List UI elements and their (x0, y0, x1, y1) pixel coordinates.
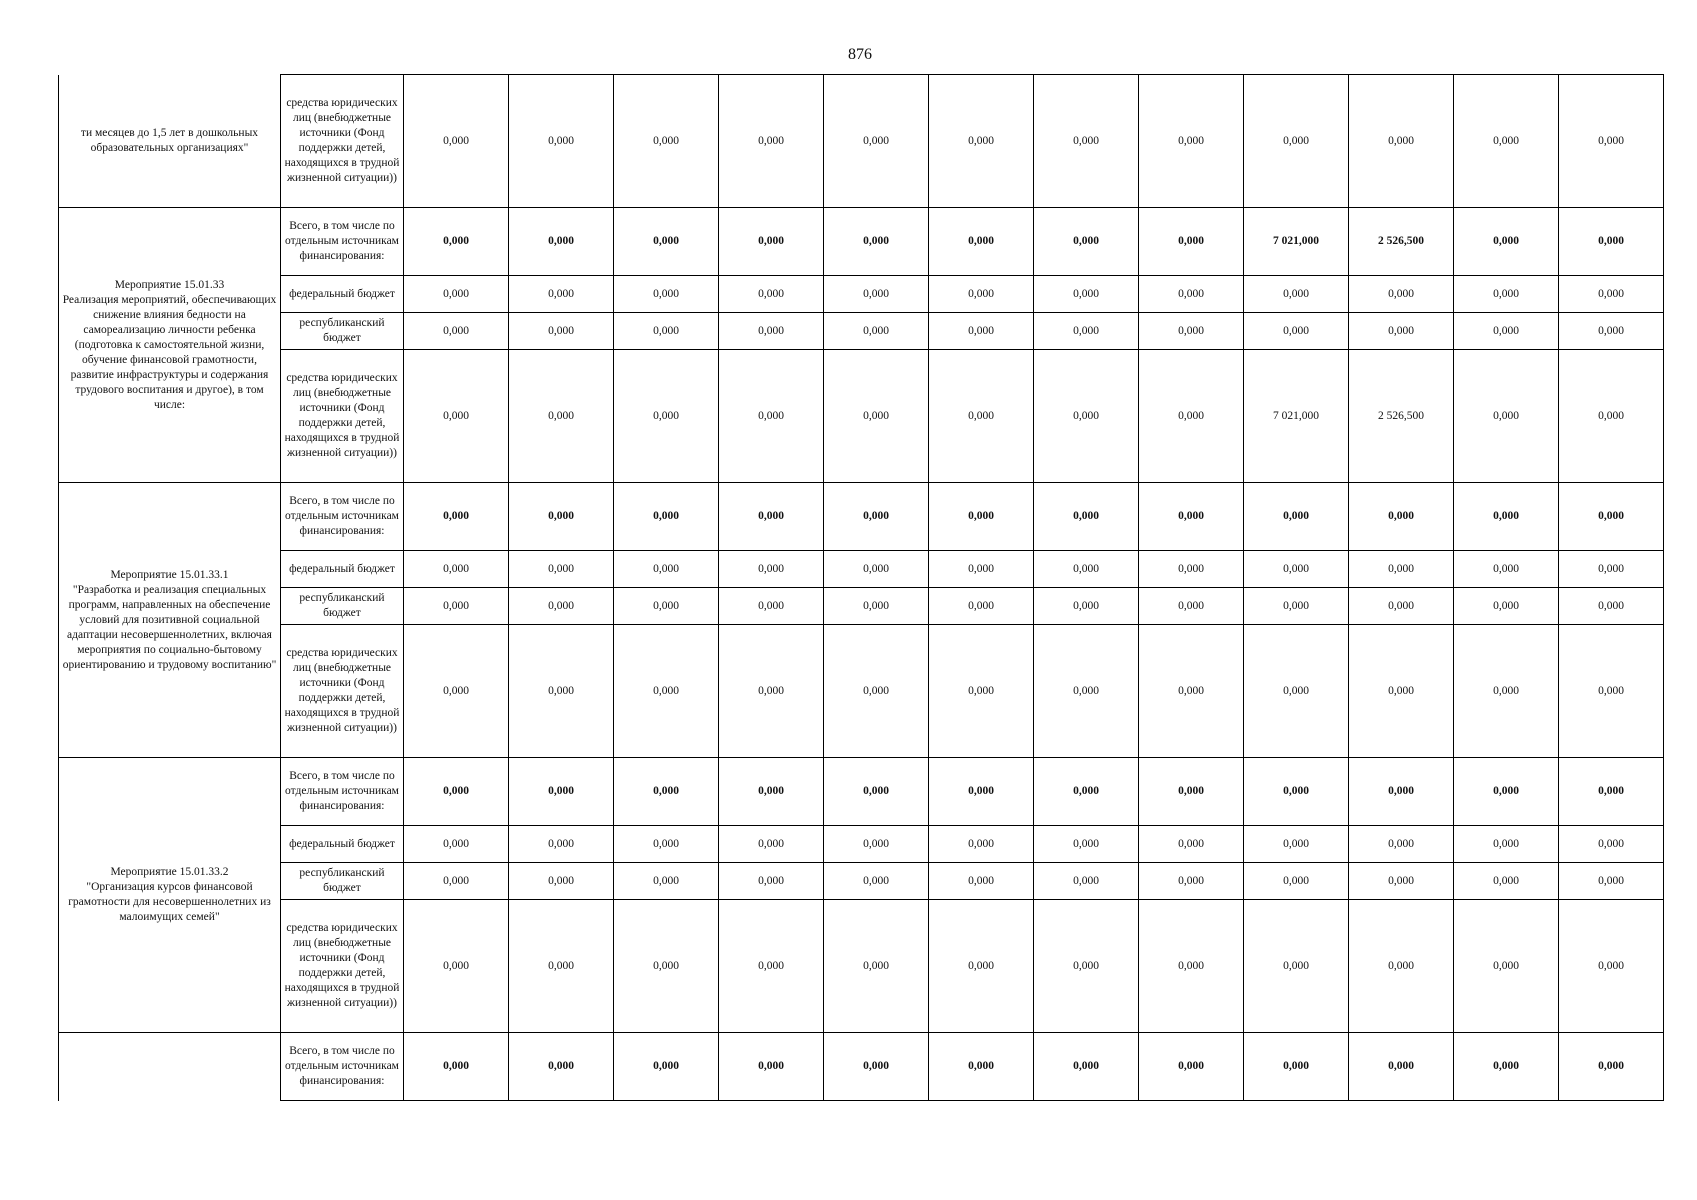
amount-cell: 0,000 (1034, 1033, 1139, 1101)
amount-cell: 0,000 (1349, 758, 1454, 826)
amount-cell: 0,000 (1244, 625, 1349, 758)
amount-cell: 0,000 (1034, 758, 1139, 826)
funding-source: федеральный бюджет (281, 551, 404, 588)
amount-cell: 0,000 (1139, 625, 1244, 758)
amount-cell: 0,000 (719, 551, 824, 588)
amount-cell: 0,000 (1034, 208, 1139, 276)
amount-cell: 0,000 (1454, 625, 1559, 758)
amount-cell: 0,000 (1034, 483, 1139, 551)
activity-description: Мероприятие 15.01.33 Реализация мероприятий, обеспечивающих снижение влияния бедности на самореализацию личности ребенка (подготовка к самостоятельной жизни, обучение финансовой грамотности, развитие инфраструктуры и содержания трудового воспитания и другое), в том числе: (59, 208, 281, 483)
amount-cell: 0,000 (1244, 826, 1349, 863)
amount-cell: 0,000 (1139, 208, 1244, 276)
amount-cell: 0,000 (1034, 863, 1139, 900)
funding-source: республиканский бюджет (281, 588, 404, 625)
amount-cell: 0,000 (404, 826, 509, 863)
amount-cell: 0,000 (509, 625, 614, 758)
amount-cell: 0,000 (1559, 826, 1664, 863)
amount-cell: 0,000 (509, 276, 614, 313)
amount-cell: 0,000 (1559, 588, 1664, 625)
financing-table (58, 74, 1664, 1101)
amount-cell: 0,000 (824, 483, 929, 551)
amount-cell: 0,000 (1349, 863, 1454, 900)
amount-cell: 0,000 (509, 483, 614, 551)
amount-cell: 0,000 (929, 588, 1034, 625)
amount-cell: 0,000 (1244, 863, 1349, 900)
amount-cell: 0,000 (1454, 826, 1559, 863)
amount-cell: 0,000 (824, 276, 929, 313)
table-row (59, 1033, 1664, 1101)
amount-cell: 0,000 (929, 483, 1034, 551)
amount-cell: 0,000 (1349, 313, 1454, 350)
amount-cell: 0,000 (1139, 483, 1244, 551)
amount-cell: 0,000 (929, 900, 1034, 1033)
funding-source: республиканский бюджет (281, 313, 404, 350)
amount-cell: 0,000 (824, 826, 929, 863)
amount-cell: 0,000 (1454, 863, 1559, 900)
amount-cell: 0,000 (614, 863, 719, 900)
amount-cell: 0,000 (1349, 483, 1454, 551)
amount-cell: 0,000 (1454, 758, 1559, 826)
amount-cell: 0,000 (719, 1033, 824, 1101)
table-row (59, 551, 1664, 588)
amount-cell: 0,000 (1559, 276, 1664, 313)
table-row (59, 863, 1664, 900)
funding-source: средства юридических лиц (внебюджетные источники (Фонд поддержки детей, находящихся в трудной жизненной ситуации)) (281, 625, 404, 758)
table-row (59, 208, 1664, 276)
amount-cell: 0,000 (1454, 1033, 1559, 1101)
amount-cell: 0,000 (1349, 826, 1454, 863)
table-row (59, 276, 1664, 313)
amount-cell: 0,000 (1559, 350, 1664, 483)
amount-cell: 0,000 (1454, 208, 1559, 276)
amount-cell: 0,000 (824, 758, 929, 826)
amount-cell: 0,000 (509, 75, 614, 208)
amount-cell: 0,000 (1139, 75, 1244, 208)
amount-cell: 0,000 (1349, 625, 1454, 758)
amount-cell: 0,000 (1244, 551, 1349, 588)
amount-cell: 0,000 (404, 551, 509, 588)
amount-cell: 0,000 (719, 350, 824, 483)
amount-cell: 0,000 (509, 863, 614, 900)
amount-cell: 2 526,500 (1349, 350, 1454, 483)
amount-cell: 0,000 (404, 625, 509, 758)
amount-cell: 0,000 (1244, 313, 1349, 350)
amount-cell: 0,000 (719, 208, 824, 276)
amount-cell: 0,000 (1244, 483, 1349, 551)
amount-cell: 0,000 (1139, 758, 1244, 826)
table-row (59, 625, 1664, 758)
funding-source: федеральный бюджет (281, 826, 404, 863)
amount-cell: 0,000 (404, 208, 509, 276)
amount-cell: 0,000 (404, 863, 509, 900)
amount-cell: 0,000 (719, 900, 824, 1033)
funding-source: республиканский бюджет (281, 863, 404, 900)
amount-cell: 0,000 (1139, 900, 1244, 1033)
amount-cell: 0,000 (1034, 551, 1139, 588)
amount-cell: 0,000 (719, 863, 824, 900)
amount-cell: 0,000 (719, 758, 824, 826)
amount-cell: 0,000 (404, 350, 509, 483)
amount-cell: 0,000 (614, 350, 719, 483)
amount-cell: 0,000 (824, 551, 929, 588)
amount-cell: 0,000 (929, 826, 1034, 863)
amount-cell: 0,000 (719, 483, 824, 551)
amount-cell: 0,000 (719, 313, 824, 350)
amount-cell: 0,000 (1454, 588, 1559, 625)
amount-cell: 0,000 (1559, 625, 1664, 758)
table-row (59, 588, 1664, 625)
amount-cell: 0,000 (1454, 551, 1559, 588)
funding-source: средства юридических лиц (внебюджетные источники (Фонд поддержки детей, находящихся в трудной жизненной ситуации)) (281, 900, 404, 1033)
amount-cell: 0,000 (824, 588, 929, 625)
amount-cell: 0,000 (1244, 1033, 1349, 1101)
table-row (59, 75, 1664, 208)
funding-source: федеральный бюджет (281, 276, 404, 313)
amount-cell: 0,000 (824, 900, 929, 1033)
amount-cell: 0,000 (1559, 208, 1664, 276)
amount-cell: 0,000 (509, 826, 614, 863)
table-row (59, 758, 1664, 826)
amount-cell: 0,000 (509, 588, 614, 625)
amount-cell: 0,000 (1034, 588, 1139, 625)
amount-cell: 0,000 (1559, 313, 1664, 350)
amount-cell: 0,000 (719, 625, 824, 758)
amount-cell: 0,000 (509, 208, 614, 276)
amount-cell: 0,000 (1139, 313, 1244, 350)
page-number: 876 (848, 46, 872, 63)
amount-cell: 0,000 (1139, 1033, 1244, 1101)
amount-cell: 0,000 (404, 483, 509, 551)
amount-cell: 0,000 (1454, 276, 1559, 313)
amount-cell: 7 021,000 (1244, 208, 1349, 276)
amount-cell: 0,000 (404, 758, 509, 826)
amount-cell: 0,000 (1034, 313, 1139, 350)
amount-cell: 0,000 (1559, 758, 1664, 826)
amount-cell: 0,000 (1244, 75, 1349, 208)
amount-cell: 0,000 (1454, 483, 1559, 551)
activity-description: Мероприятие 15.01.33.2 "Организация курсов финансовой грамотности для несовершеннолетних из малоимущих семей" (59, 758, 281, 1033)
amount-cell: 0,000 (404, 313, 509, 350)
amount-cell: 0,000 (509, 1033, 614, 1101)
amount-cell: 0,000 (509, 313, 614, 350)
amount-cell: 0,000 (614, 625, 719, 758)
activity-description (59, 1033, 281, 1101)
amount-cell: 0,000 (404, 75, 509, 208)
amount-cell: 0,000 (1454, 900, 1559, 1033)
table-row (59, 350, 1664, 483)
amount-cell: 0,000 (929, 625, 1034, 758)
amount-cell: 7 021,000 (1244, 350, 1349, 483)
amount-cell: 0,000 (824, 625, 929, 758)
amount-cell: 0,000 (929, 276, 1034, 313)
amount-cell: 0,000 (1244, 900, 1349, 1033)
funding-source: Всего, в том числе по отдельным источникам финансирования: (281, 1033, 404, 1101)
amount-cell: 0,000 (1559, 863, 1664, 900)
amount-cell: 0,000 (824, 350, 929, 483)
amount-cell: 0,000 (1244, 276, 1349, 313)
amount-cell: 0,000 (1139, 588, 1244, 625)
amount-cell: 0,000 (824, 313, 929, 350)
amount-cell: 0,000 (614, 900, 719, 1033)
amount-cell: 0,000 (614, 276, 719, 313)
amount-cell: 0,000 (1034, 75, 1139, 208)
amount-cell: 0,000 (1559, 1033, 1664, 1101)
amount-cell: 0,000 (929, 350, 1034, 483)
amount-cell: 0,000 (929, 1033, 1034, 1101)
amount-cell: 0,000 (1244, 588, 1349, 625)
amount-cell: 0,000 (509, 900, 614, 1033)
amount-cell: 0,000 (929, 75, 1034, 208)
amount-cell: 0,000 (1349, 75, 1454, 208)
amount-cell: 0,000 (1349, 551, 1454, 588)
amount-cell: 0,000 (1139, 551, 1244, 588)
amount-cell: 0,000 (719, 75, 824, 208)
funding-source: средства юридических лиц (внебюджетные источники (Фонд поддержки детей, находящихся в трудной жизненной ситуации)) (281, 75, 404, 208)
amount-cell: 0,000 (929, 313, 1034, 350)
funding-source: средства юридических лиц (внебюджетные источники (Фонд поддержки детей, находящихся в трудной жизненной ситуации)) (281, 350, 404, 483)
amount-cell: 0,000 (614, 551, 719, 588)
amount-cell: 0,000 (1454, 75, 1559, 208)
amount-cell: 0,000 (404, 1033, 509, 1101)
amount-cell: 0,000 (614, 1033, 719, 1101)
amount-cell: 0,000 (1139, 863, 1244, 900)
activity-description: Мероприятие 15.01.33.1 "Разработка и реализация специальных программ, направленных на обеспечение условий для позитивной социальной адаптации несовершеннолетних, включая мероприятия по социально-бытовому ориентированию и трудовому воспитанию" (59, 483, 281, 758)
amount-cell: 0,000 (1244, 758, 1349, 826)
table-row (59, 483, 1664, 551)
amount-cell: 0,000 (719, 826, 824, 863)
funding-source: Всего, в том числе по отдельным источникам финансирования: (281, 758, 404, 826)
amount-cell: 0,000 (1349, 1033, 1454, 1101)
amount-cell: 0,000 (614, 826, 719, 863)
amount-cell: 0,000 (509, 758, 614, 826)
amount-cell: 0,000 (719, 588, 824, 625)
amount-cell: 0,000 (1559, 551, 1664, 588)
amount-cell: 0,000 (1034, 350, 1139, 483)
table-row (59, 313, 1664, 350)
amount-cell: 0,000 (1559, 75, 1664, 208)
amount-cell: 0,000 (1034, 826, 1139, 863)
amount-cell: 0,000 (614, 313, 719, 350)
amount-cell: 0,000 (1454, 313, 1559, 350)
amount-cell: 0,000 (929, 208, 1034, 276)
amount-cell: 0,000 (929, 551, 1034, 588)
table-row (59, 900, 1664, 1033)
amount-cell: 0,000 (1454, 350, 1559, 483)
amount-cell: 0,000 (719, 276, 824, 313)
amount-cell: 0,000 (614, 758, 719, 826)
amount-cell: 0,000 (824, 75, 929, 208)
amount-cell: 0,000 (1139, 826, 1244, 863)
amount-cell: 0,000 (404, 276, 509, 313)
amount-cell: 0,000 (1559, 483, 1664, 551)
amount-cell: 2 526,500 (1349, 208, 1454, 276)
amount-cell: 0,000 (824, 863, 929, 900)
amount-cell: 0,000 (1349, 900, 1454, 1033)
amount-cell: 0,000 (614, 75, 719, 208)
amount-cell: 0,000 (824, 208, 929, 276)
activity-description: ти месяцев до 1,5 лет в дошкольных образовательных организациях" (59, 75, 281, 208)
amount-cell: 0,000 (929, 863, 1034, 900)
amount-cell: 0,000 (1349, 588, 1454, 625)
amount-cell: 0,000 (614, 483, 719, 551)
amount-cell: 0,000 (404, 900, 509, 1033)
amount-cell: 0,000 (404, 588, 509, 625)
amount-cell: 0,000 (1349, 276, 1454, 313)
amount-cell: 0,000 (509, 551, 614, 588)
table-row (59, 826, 1664, 863)
amount-cell: 0,000 (1034, 625, 1139, 758)
amount-cell: 0,000 (1034, 900, 1139, 1033)
amount-cell: 0,000 (929, 758, 1034, 826)
funding-source: Всего, в том числе по отдельным источникам финансирования: (281, 483, 404, 551)
amount-cell: 0,000 (824, 1033, 929, 1101)
amount-cell: 0,000 (1139, 350, 1244, 483)
funding-source: Всего, в том числе по отдельным источникам финансирования: (281, 208, 404, 276)
amount-cell: 0,000 (614, 588, 719, 625)
amount-cell: 0,000 (614, 208, 719, 276)
amount-cell: 0,000 (509, 350, 614, 483)
amount-cell: 0,000 (1559, 900, 1664, 1033)
amount-cell: 0,000 (1034, 276, 1139, 313)
amount-cell: 0,000 (1139, 276, 1244, 313)
